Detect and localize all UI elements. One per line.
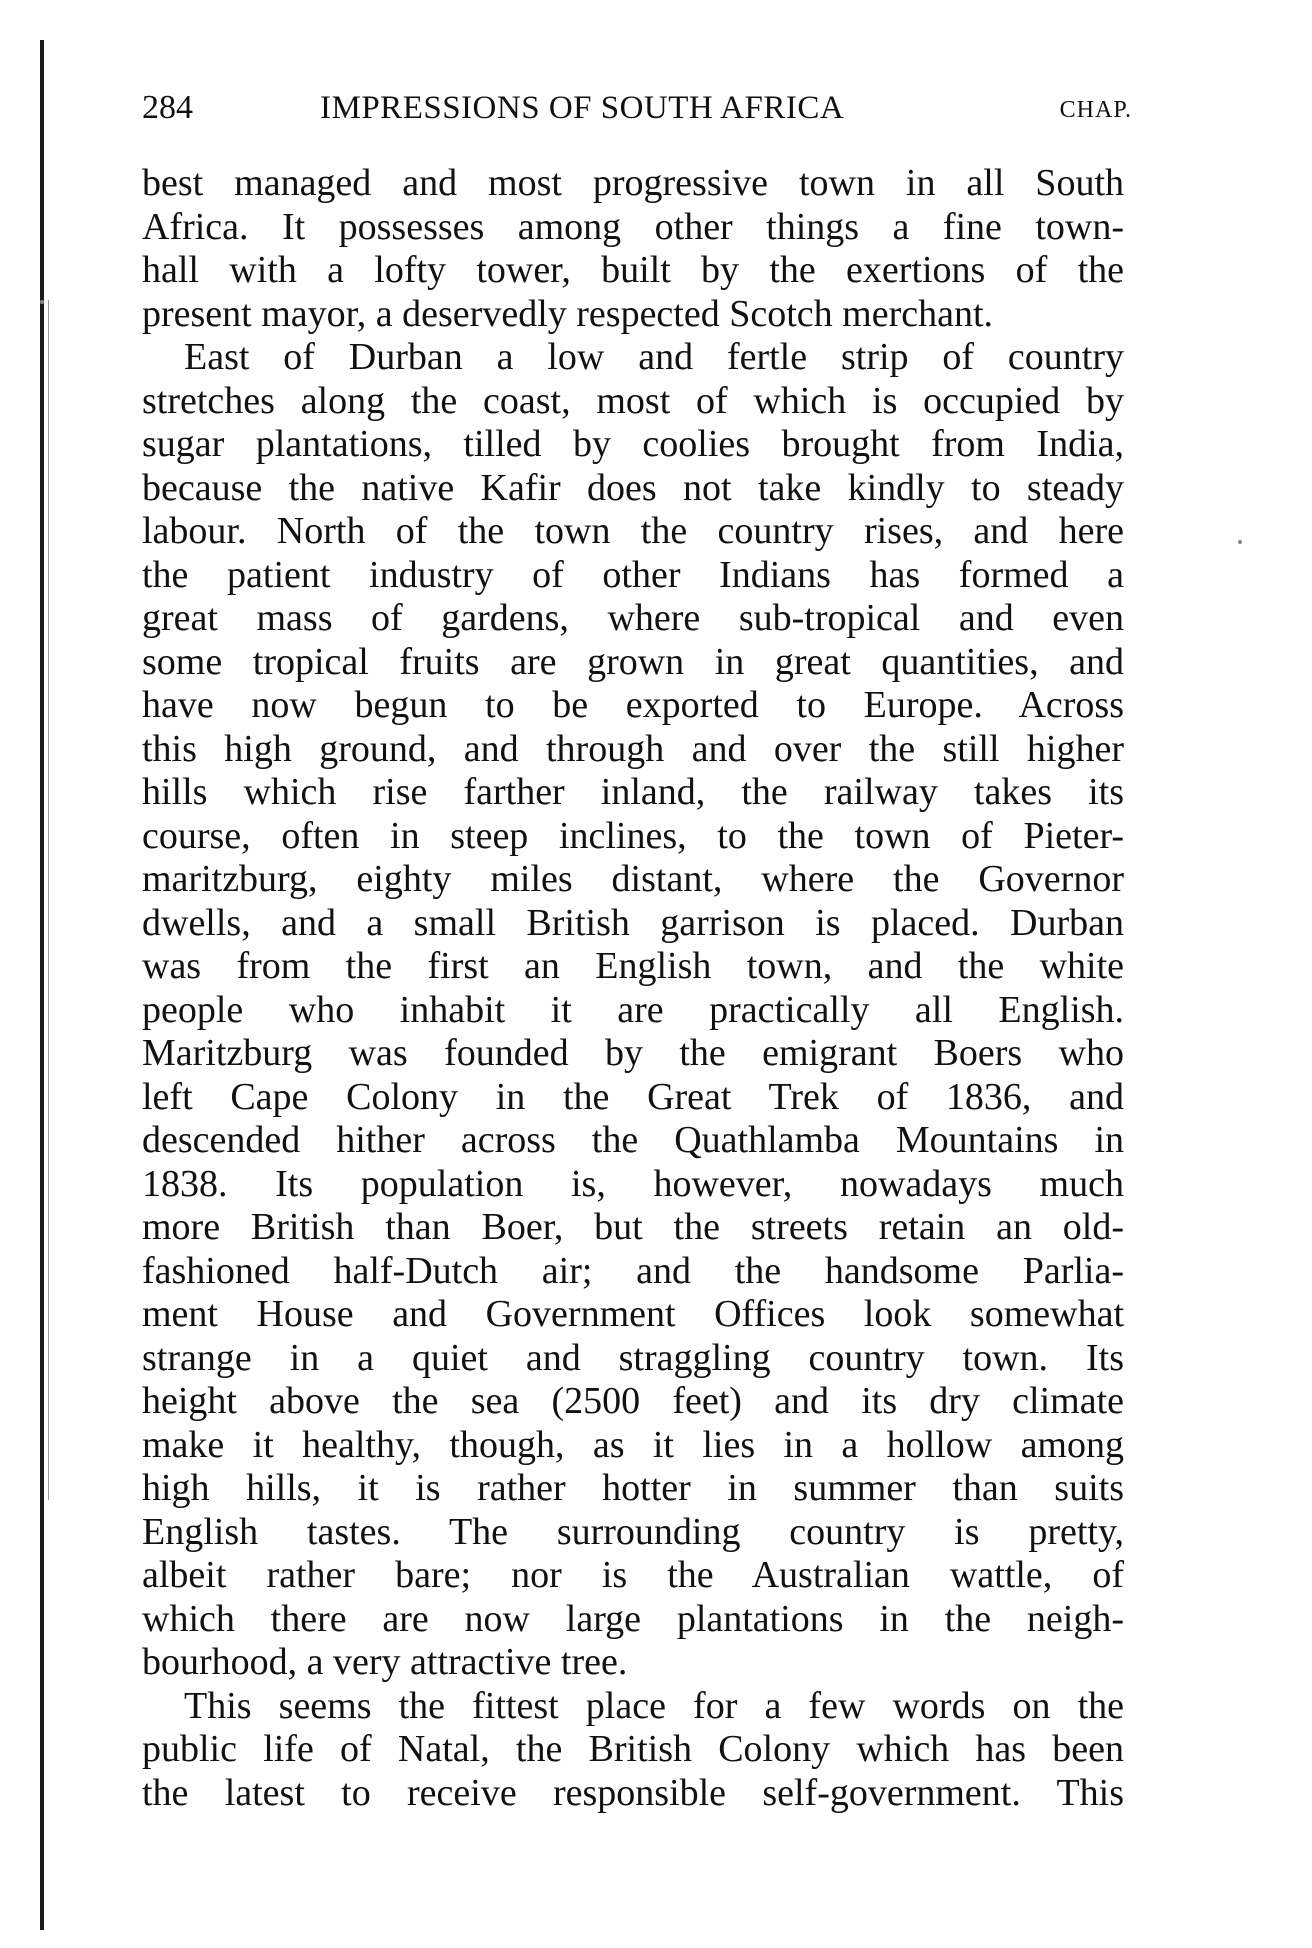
text-line: make it healthy, though, as it lies in a hollow among: [142, 1423, 1124, 1466]
text-line: because the native Kafir does not take kindly to steady: [142, 466, 1124, 509]
text-line: this high ground, and through and over the still higher: [142, 727, 1124, 770]
text-line: dwells, and a small British garrison is placed. Durban: [142, 901, 1124, 944]
text-line: some tropical fruits are grown in great quantities, and: [142, 640, 1124, 683]
margin-speck: [40, 300, 44, 304]
text-line: fashioned half-Dutch air; and the handsome Parlia-: [142, 1249, 1124, 1292]
text-line: best managed and most progressive town in all South: [142, 162, 1124, 204]
text-line: more British than Boer, but the streets retain an old-: [142, 1206, 1124, 1248]
running-title: IMPRESSIONS OF SOUTH AFRICA: [320, 90, 845, 126]
text-line: labour. North of the town the country rises, and here: [142, 510, 1124, 552]
page-header: [142, 88, 1132, 128]
chapter-mark: CHAP.: [1059, 97, 1132, 123]
text-line: great mass of gardens, where sub-tropical and even: [142, 597, 1124, 639]
text-line: Africa. It possesses among other things a fine town-: [142, 205, 1124, 248]
text-line: ment House and Government Offices look somewhat: [142, 1293, 1124, 1335]
text-line: descended hither across the Quathlamba Mountains in: [142, 1119, 1124, 1161]
text-line: stretches along the coast, most of which is occupied by: [142, 379, 1124, 422]
page-binding-edge: [40, 40, 44, 1930]
text-line: strange in a quiet and straggling country town. Its: [142, 1336, 1124, 1379]
text-line: This seems the fittest place for a few words on the: [184, 1684, 1124, 1727]
text-line: maritzburg, eighty miles distant, where the Governor: [142, 858, 1124, 900]
text-line: 1838. Its population is, however, nowadays much: [142, 1162, 1124, 1205]
text-line: albeit rather bare; nor is the Australian wattle, of: [142, 1554, 1124, 1596]
text-line: present mayor, a deservedly respected Scotch merchant.: [142, 292, 994, 335]
text-line: was from the first an English town, and the white: [142, 945, 1124, 987]
text-line: people who inhabit it are practically all English.: [142, 988, 1124, 1031]
text-line: Maritzburg was founded by the emigrant Boers who: [142, 1032, 1124, 1074]
page-number: 284: [142, 89, 193, 126]
text-line: sugar plantations, tilled by coolies brought from India,: [142, 423, 1124, 465]
text-line: the latest to receive responsible self-government. This: [142, 1771, 1124, 1814]
text-line: have now begun to be exported to Europe. Across: [142, 684, 1124, 726]
text-line: public life of Natal, the British Colony which has been: [142, 1728, 1124, 1770]
body-text: [142, 162, 1124, 1815]
text-line: hills which rise farther inland, the railway takes its: [142, 771, 1124, 813]
margin-speck: [1238, 540, 1242, 544]
text-line: East of Durban a low and fertle strip of country: [184, 336, 1124, 378]
page-binding-shadow: [48, 300, 49, 1500]
text-line: hall with a lofty tower, built by the exertions of the: [142, 249, 1124, 291]
text-line: English tastes. The surrounding country is pretty,: [142, 1510, 1124, 1553]
text-line: bourhood, a very attractive tree.: [142, 1641, 628, 1683]
text-line: high hills, it is rather hotter in summer than suits: [142, 1467, 1124, 1509]
text-line: left Cape Colony in the Great Trek of 1836, and: [142, 1075, 1124, 1118]
text-line: course, often in steep inclines, to the town of Pieter-: [142, 814, 1124, 857]
text-line: which there are now large plantations in the neigh-: [142, 1597, 1124, 1640]
text-line: height above the sea (2500 feet) and its dry climate: [142, 1380, 1124, 1422]
text-line: the patient industry of other Indians has formed a: [142, 553, 1124, 596]
